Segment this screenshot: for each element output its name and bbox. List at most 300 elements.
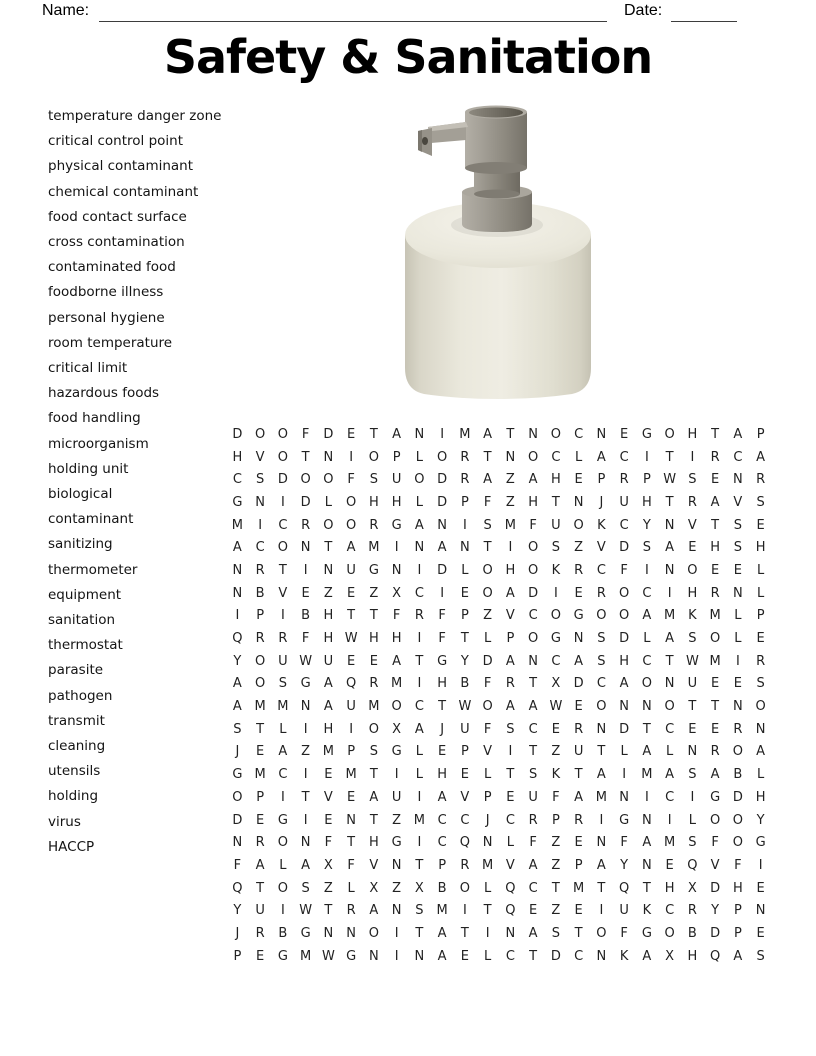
grid-letter: L: [643, 631, 651, 647]
word-list-item: temperature danger zone: [48, 108, 222, 124]
grid-letter: S: [733, 517, 742, 533]
grid-letter: C: [528, 721, 538, 737]
grid-letter: T: [642, 880, 651, 896]
grid-letter: T: [278, 562, 287, 578]
grid-letter: O: [277, 449, 288, 465]
grid-letter: Y: [460, 653, 469, 669]
grid-letter: I: [508, 744, 513, 760]
grid-letter: C: [414, 585, 424, 601]
grid-letter: I: [417, 676, 422, 692]
grid-letter: T: [574, 767, 583, 783]
grid-letter: S: [255, 472, 265, 488]
grid-letter: E: [347, 653, 356, 669]
grid-letter: N: [346, 925, 356, 941]
word-list-item: personal hygiene: [48, 309, 165, 326]
grid-letter: C: [665, 903, 675, 919]
grid-letter: I: [758, 857, 763, 873]
grid-letter: E: [324, 767, 333, 783]
grid-letter: A: [665, 540, 675, 556]
grid-letter: A: [414, 517, 424, 533]
grid-letter: R: [574, 562, 584, 578]
grid-letter: C: [505, 812, 515, 828]
grid-letter: M: [231, 517, 243, 533]
grid-letter: O: [368, 925, 379, 941]
grid-letter: F: [347, 472, 355, 488]
grid-letter: H: [323, 631, 334, 647]
grid-letter: H: [710, 540, 721, 556]
grid-letter: P: [756, 608, 765, 624]
grid-letter: S: [415, 903, 424, 919]
grid-letter: V: [369, 857, 379, 873]
grid-letter: F: [347, 857, 355, 873]
grid-letter: L: [506, 835, 514, 851]
grid-letter: A: [642, 948, 652, 964]
grid-letter: L: [347, 880, 355, 896]
grid-letter: H: [641, 494, 652, 510]
word-list-item: microorganism: [48, 435, 149, 452]
grid-letter: G: [277, 948, 288, 964]
grid-letter: Z: [483, 608, 493, 624]
grid-letter: O: [528, 562, 539, 578]
grid-letter: E: [688, 540, 697, 556]
pump-head: [465, 106, 527, 175]
grid-letter: I: [349, 721, 354, 737]
grid-letter: S: [528, 767, 538, 783]
grid-letter: O: [573, 517, 584, 533]
grid-letter: D: [482, 653, 493, 669]
grid-letter: T: [415, 857, 424, 873]
grid-letter: T: [301, 449, 310, 465]
grid-letter: G: [710, 789, 721, 805]
grid-letter: B: [278, 925, 288, 941]
grid-letter: E: [711, 721, 720, 737]
grid-letter: O: [255, 426, 266, 442]
grid-letter: G: [277, 812, 288, 828]
grid-letter: S: [506, 721, 515, 737]
grid-letter: E: [733, 562, 742, 578]
grid-letter: Z: [505, 472, 515, 488]
grid-letter: L: [484, 880, 492, 896]
grid-letter: M: [322, 744, 334, 760]
grid-letter: U: [346, 699, 356, 715]
grid-letter: I: [508, 540, 513, 556]
grid-letter: T: [324, 903, 333, 919]
grid-letter: L: [757, 562, 765, 578]
grid-letter: T: [369, 767, 378, 783]
grid-letter: P: [256, 789, 265, 805]
grid-letter: L: [415, 767, 423, 783]
grid-letter: G: [300, 925, 311, 941]
grid-letter: F: [438, 631, 446, 647]
grid-letter: T: [597, 880, 606, 896]
grid-letter: O: [346, 494, 357, 510]
grid-letter: D: [277, 472, 288, 488]
grid-letter: I: [303, 562, 308, 578]
grid-letter: D: [573, 676, 584, 692]
grid-letter: L: [688, 812, 696, 828]
grid-letter: A: [596, 857, 606, 873]
grid-letter: N: [733, 699, 743, 715]
word-list-item: holding: [48, 788, 99, 805]
grid-letter: L: [734, 608, 742, 624]
grid-letter: E: [369, 653, 378, 669]
grid-letter: C: [505, 948, 515, 964]
grid-letter: I: [280, 789, 285, 805]
grid-letter: O: [664, 699, 675, 715]
grid-letter: A: [596, 767, 606, 783]
grid-letter: U: [346, 562, 356, 578]
word-list-item: sanitizing: [48, 536, 113, 553]
grid-letter: I: [599, 903, 604, 919]
grid-letter: T: [711, 699, 720, 715]
grid-letter: F: [529, 835, 537, 851]
grid-letter: C: [733, 449, 743, 465]
grid-letter: Y: [711, 903, 720, 919]
grid-letter: I: [440, 426, 445, 442]
grid-letter: X: [323, 857, 333, 873]
grid-letter: O: [255, 653, 266, 669]
grid-letter: C: [551, 449, 561, 465]
grid-letter: Z: [551, 857, 561, 873]
grid-letter: R: [687, 494, 697, 510]
grid-letter: T: [369, 812, 378, 828]
grid-letter: N: [300, 540, 311, 556]
grid-letter: H: [528, 494, 539, 510]
grid-letter: U: [551, 517, 561, 533]
name-label: Name:: [42, 2, 90, 19]
grid-letter: F: [711, 835, 719, 851]
grid-letter: O: [687, 562, 698, 578]
grid-letter: H: [755, 540, 766, 556]
grid-letter: N: [414, 426, 425, 442]
grid-letter: N: [437, 517, 447, 533]
grid-letter: L: [620, 744, 628, 760]
grid-letter: S: [756, 494, 765, 510]
grid-letter: G: [232, 494, 243, 510]
grid-letter: N: [733, 472, 743, 488]
grid-letter: A: [483, 472, 493, 488]
grid-letter: N: [232, 585, 243, 601]
grid-letter: S: [688, 472, 697, 488]
grid-letter: H: [323, 608, 334, 624]
grid-letter: A: [596, 449, 606, 465]
grid-letter: S: [688, 835, 697, 851]
grid-letter: A: [574, 789, 584, 805]
grid-letter: Q: [687, 857, 698, 873]
word-list-item: critical limit: [48, 360, 128, 377]
grid-letter: N: [528, 426, 538, 442]
grid-letter: E: [301, 585, 310, 601]
grid-letter: R: [301, 517, 311, 533]
date-label: Date:: [624, 2, 663, 19]
soap-dispenser-illustration: [398, 100, 598, 410]
grid-letter: W: [663, 472, 677, 488]
grid-letter: Z: [392, 880, 402, 896]
grid-letter: B: [460, 676, 470, 692]
grid-letter: H: [368, 494, 379, 510]
grid-letter: M: [413, 812, 425, 828]
grid-letter: O: [596, 608, 607, 624]
grid-letter: P: [460, 608, 469, 624]
grid-letter: Z: [301, 744, 311, 760]
grid-letter: P: [438, 857, 447, 873]
grid-letter: G: [437, 653, 448, 669]
grid-letter: I: [349, 449, 354, 465]
word-list-item: thermostat: [48, 637, 123, 654]
grid-letter: E: [438, 744, 447, 760]
grid-letter: Z: [551, 835, 561, 851]
grid-letter: T: [256, 880, 265, 896]
grid-letter: D: [710, 880, 721, 896]
grid-letter: I: [667, 812, 672, 828]
grid-letter: M: [368, 540, 380, 556]
word-list-item: HACCP: [48, 838, 95, 855]
grid-letter: E: [460, 767, 469, 783]
grid-letter: P: [642, 472, 651, 488]
grid-letter: H: [687, 948, 698, 964]
grid-letter: A: [346, 540, 356, 556]
grid-letter: A: [278, 744, 288, 760]
grid-letter: G: [300, 676, 311, 692]
word-list-item: cross contamination: [48, 234, 185, 251]
grid-letter: F: [301, 426, 310, 442]
grid-letter: I: [462, 903, 467, 919]
grid-letter: U: [460, 721, 470, 737]
grid-letter: N: [414, 540, 425, 556]
grid-letter: C: [460, 812, 470, 828]
word-list-item: critical control point: [48, 133, 184, 150]
grid-letter: U: [619, 494, 629, 510]
grid-letter: R: [255, 835, 265, 851]
grid-letter: N: [323, 925, 334, 941]
grid-letter: G: [641, 925, 652, 941]
grid-letter: O: [710, 812, 721, 828]
grid-letter: W: [458, 699, 472, 715]
grid-letter: R: [733, 721, 743, 737]
grid-letter: T: [642, 721, 651, 737]
grid-letter: A: [392, 653, 402, 669]
grid-letter: I: [417, 835, 422, 851]
grid-letter: G: [391, 517, 402, 533]
grid-letter: E: [529, 903, 538, 919]
grid-letter: V: [255, 449, 265, 465]
grid-letter: M: [345, 767, 357, 783]
grid-letter: A: [756, 449, 766, 465]
grid-letter: U: [619, 903, 629, 919]
grid-letter: R: [756, 472, 766, 488]
grid-letter: S: [642, 540, 651, 556]
grid-letter: W: [549, 699, 563, 715]
grid-letter: Y: [233, 653, 242, 669]
grid-letter: E: [460, 948, 469, 964]
grid-letter: E: [347, 426, 356, 442]
name-fill-line[interactable]: [99, 21, 607, 22]
grid-letter: O: [346, 517, 357, 533]
grid-letter: A: [665, 767, 675, 783]
grid-letter: E: [688, 721, 697, 737]
grid-letter: E: [347, 789, 356, 805]
grid-letter: A: [437, 925, 447, 941]
grid-letter: G: [573, 608, 584, 624]
grid-letter: M: [709, 608, 721, 624]
word-list-item: foodborne illness: [48, 284, 164, 301]
grid-letter: O: [528, 449, 539, 465]
grid-letter: I: [462, 517, 467, 533]
page-title: Safety & Sanitation: [163, 30, 653, 84]
grid-letter: L: [415, 744, 423, 760]
grid-letter: O: [664, 925, 675, 941]
grid-letter: G: [391, 744, 402, 760]
grid-letter: K: [551, 562, 561, 578]
grid-letter: M: [595, 789, 607, 805]
grid-letter: S: [688, 767, 697, 783]
grid-letter: U: [255, 903, 265, 919]
grid-letter: I: [667, 585, 672, 601]
grid-letter: S: [688, 631, 697, 647]
grid-letter: C: [255, 540, 265, 556]
grid-letter: A: [255, 857, 265, 873]
grid-letter: N: [664, 562, 675, 578]
grid-letter: H: [664, 880, 675, 896]
grid-letter: P: [233, 948, 242, 964]
grid-letter: W: [685, 653, 699, 669]
grid-letter: N: [391, 562, 402, 578]
grid-letter: T: [301, 789, 310, 805]
grid-letter: Q: [459, 835, 470, 851]
grid-letter: F: [734, 857, 742, 873]
grid-letter: F: [620, 835, 628, 851]
grid-letter: H: [391, 631, 402, 647]
grid-letter: H: [550, 472, 561, 488]
grid-letter: T: [483, 540, 492, 556]
grid-letter: M: [709, 653, 721, 669]
puzzle-grid: [226, 423, 772, 968]
word-list-item: utensils: [48, 763, 101, 780]
grid-letter: S: [369, 472, 378, 488]
grid-letter: H: [437, 767, 448, 783]
grid-letter: D: [550, 948, 561, 964]
grid-letter: C: [278, 767, 288, 783]
grid-letter: E: [551, 721, 560, 737]
grid-letter: S: [551, 540, 560, 556]
grid-letter: U: [323, 653, 334, 669]
grid-letter: D: [232, 426, 243, 442]
grid-letter: H: [687, 426, 698, 442]
grid-letter: O: [232, 789, 243, 805]
grid-letter: T: [711, 426, 720, 442]
grid-letter: F: [483, 721, 492, 737]
grid-letter: O: [368, 721, 379, 737]
grid-letter: I: [622, 767, 627, 783]
grid-letter: S: [369, 744, 378, 760]
grid-letter: Y: [233, 903, 242, 919]
grid-letter: E: [733, 676, 742, 692]
grid-letter: E: [256, 744, 265, 760]
grid-letter: O: [550, 608, 561, 624]
grid-letter: I: [644, 449, 649, 465]
word-list-item: room temperature: [48, 334, 173, 351]
grid-letter: A: [528, 925, 538, 941]
grid-letter: O: [482, 699, 493, 715]
grid-letter: G: [368, 562, 379, 578]
grid-letter: T: [665, 449, 674, 465]
grid-letter: F: [620, 562, 628, 578]
grid-letter: E: [711, 562, 720, 578]
grid-letter: A: [301, 857, 311, 873]
grid-letter: L: [757, 767, 765, 783]
grid-letter: H: [687, 585, 698, 601]
grid-letter: N: [505, 449, 516, 465]
grid-letter: C: [278, 517, 288, 533]
grid-letter: G: [346, 948, 357, 964]
grid-letter: U: [528, 789, 538, 805]
grid-letter: R: [255, 562, 265, 578]
grid-letter: C: [528, 608, 538, 624]
grid-letter: L: [484, 631, 492, 647]
grid-letter: T: [415, 925, 424, 941]
grid-letter: G: [391, 835, 402, 851]
grid-letter: A: [642, 744, 652, 760]
grid-letter: M: [482, 857, 494, 873]
grid-letter: P: [574, 857, 583, 873]
grid-letter: E: [574, 472, 583, 488]
grid-letter: T: [665, 653, 674, 669]
grid-letter: C: [528, 880, 538, 896]
grid-letter: N: [323, 449, 334, 465]
grid-letter: N: [573, 631, 584, 647]
grid-letter: H: [232, 449, 243, 465]
grid-letter: X: [392, 721, 402, 737]
grid-letter: A: [505, 653, 515, 669]
grid-letter: P: [597, 472, 606, 488]
grid-letter: P: [256, 608, 265, 624]
grid-letter: N: [596, 835, 607, 851]
grid-letter: E: [324, 812, 333, 828]
grid-letter: C: [596, 676, 606, 692]
grid-letter: E: [347, 585, 356, 601]
grid-letter: A: [437, 540, 447, 556]
grid-letter: R: [278, 631, 288, 647]
grid-letter: P: [483, 789, 492, 805]
grid-letter: O: [710, 631, 721, 647]
grid-letter: S: [551, 925, 560, 941]
grid-letter: E: [756, 517, 765, 533]
grid-letter: R: [255, 631, 265, 647]
grid-letter: H: [755, 789, 766, 805]
grid-letter: A: [505, 585, 515, 601]
grid-letter: D: [437, 562, 448, 578]
grid-letter: M: [504, 517, 516, 533]
grid-letter: R: [369, 517, 379, 533]
grid-letter: D: [619, 721, 630, 737]
grid-letter: T: [460, 631, 469, 647]
grid-letter: K: [551, 767, 561, 783]
grid-letter: N: [414, 948, 425, 964]
grid-letter: Z: [323, 585, 333, 601]
grid-letter: A: [528, 699, 538, 715]
grid-letter: O: [414, 472, 425, 488]
grid-letter: N: [369, 948, 379, 964]
grid-letter: O: [641, 676, 652, 692]
grid-letter: F: [324, 835, 333, 851]
word-list-item: virus: [48, 813, 81, 830]
word-list-item: holding unit: [48, 460, 129, 477]
grid-letter: R: [255, 925, 265, 941]
grid-letter: R: [346, 903, 356, 919]
grid-letter: E: [574, 699, 583, 715]
grid-letter: C: [232, 472, 242, 488]
date-fill-line[interactable]: [671, 21, 737, 22]
